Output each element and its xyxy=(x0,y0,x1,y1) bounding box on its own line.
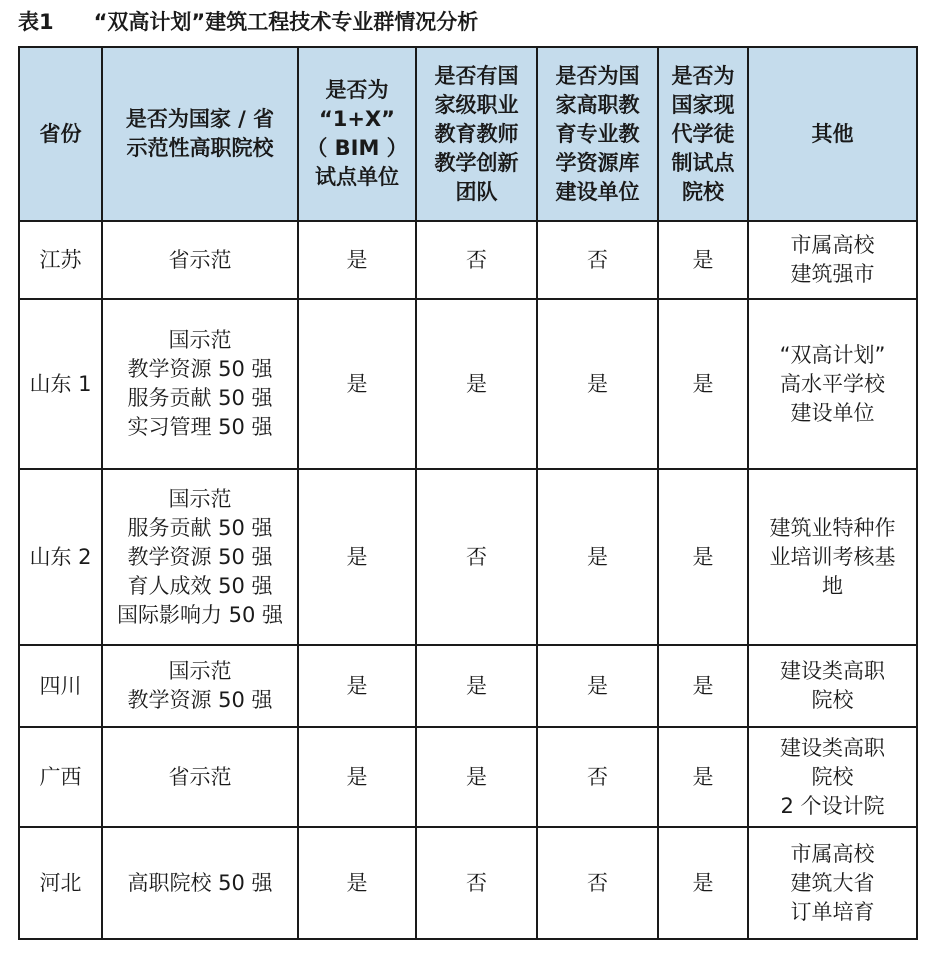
cell-line: 市属高校 xyxy=(790,841,875,866)
header-line: 建设单位 xyxy=(555,179,640,204)
header-line: 省份 xyxy=(39,121,82,146)
header-line: 学资源库 xyxy=(555,150,640,175)
cell-line: 是 xyxy=(346,764,368,789)
cell-province xyxy=(19,221,102,299)
cell-line: 建筑大省 xyxy=(790,870,875,895)
cell-line: 订单培育 xyxy=(790,899,875,924)
data-table xyxy=(18,46,918,940)
cell-line: 河北 xyxy=(39,870,82,895)
cell-line: 山东 1 xyxy=(29,371,92,396)
cell-line: 2 个设计院 xyxy=(780,793,885,818)
cell-line: 否 xyxy=(587,247,608,272)
cell-line: 建筑业特种作 xyxy=(769,515,896,540)
header-line: 育专业教 xyxy=(555,121,640,146)
cell-line: 是 xyxy=(346,247,368,272)
cell-line: 市属高校 xyxy=(790,233,875,257)
cell-model-school xyxy=(102,827,298,939)
cell-line: 山东 2 xyxy=(29,544,92,569)
header-line: 教学创新 xyxy=(434,150,519,175)
cell-apprenticeship xyxy=(658,469,748,645)
cell-line: 省示范 xyxy=(168,764,232,789)
table-title: “双高计划”建筑工程技术专业群情况分析 xyxy=(93,10,479,34)
cell-line: 国示范 xyxy=(168,659,232,683)
cell-line: 建设类高职 xyxy=(780,735,885,760)
cell-other xyxy=(748,645,917,727)
header-line: 国家现 xyxy=(671,92,735,117)
cell-line: 是 xyxy=(692,371,714,396)
header-resource-library xyxy=(537,47,658,221)
header-other xyxy=(748,47,917,221)
cell-resource-library xyxy=(537,727,658,827)
cell-line: 院校 xyxy=(811,688,854,712)
cell-line: 江苏 xyxy=(39,247,82,272)
header-line: 是否为国 xyxy=(555,63,640,88)
cell-line: 高水平学校 xyxy=(780,371,885,396)
table-row xyxy=(19,221,917,299)
cell-teaching-team xyxy=(416,469,537,645)
table-row xyxy=(19,645,917,727)
header-line: 试点单位 xyxy=(315,165,399,189)
table-body xyxy=(19,221,917,939)
header-line: 家高职教 xyxy=(555,92,640,117)
cell-model-school xyxy=(102,469,298,645)
cell-line: 省示范 xyxy=(168,247,232,272)
cell-apprenticeship xyxy=(658,727,748,827)
cell-line: 高职院校 50 强 xyxy=(127,870,273,895)
cell-1x-pilot xyxy=(298,645,416,727)
cell-apprenticeship xyxy=(658,645,748,727)
cell-model-school xyxy=(102,299,298,469)
cell-resource-library xyxy=(537,221,658,299)
cell-line: 是 xyxy=(692,673,714,698)
cell-line: 是 xyxy=(466,764,487,789)
cell-line: 教学资源 50 强 xyxy=(127,357,273,381)
cell-line: 国际影响力 50 强 xyxy=(116,602,284,627)
header-line: 教育教师 xyxy=(434,121,519,146)
cell-teaching-team xyxy=(416,221,537,299)
cell-line: 国示范 xyxy=(168,328,232,352)
cell-1x-pilot xyxy=(298,827,416,939)
cell-line: 院校 xyxy=(811,764,854,789)
cell-teaching-team xyxy=(416,827,537,939)
cell-line: 否 xyxy=(466,544,487,569)
cell-line: “双高计划” xyxy=(779,342,886,367)
header-apprenticeship xyxy=(658,47,748,221)
table-row xyxy=(19,727,917,827)
cell-line: 育人成效 50 强 xyxy=(127,573,273,598)
cell-line: 实习管理 50 强 xyxy=(127,415,273,439)
header-1x-pilot xyxy=(298,47,416,221)
table-row xyxy=(19,827,917,939)
cell-line: 国示范 xyxy=(168,486,232,511)
cell-line: 广西 xyxy=(39,764,82,789)
cell-province xyxy=(19,645,102,727)
header-line: 代学徒 xyxy=(671,121,735,146)
cell-1x-pilot xyxy=(298,727,416,827)
cell-other xyxy=(748,221,917,299)
table-number: 表1 xyxy=(18,10,54,34)
header-line: “1+X” xyxy=(318,107,395,131)
table-caption xyxy=(18,4,478,40)
table-row xyxy=(19,299,917,469)
header-line: 制试点 xyxy=(671,150,735,175)
cell-line: 是 xyxy=(692,247,714,272)
header-line: 家级职业 xyxy=(434,92,519,117)
cell-line: 否 xyxy=(587,870,608,895)
cell-line: 是 xyxy=(692,870,714,895)
header-teaching-team xyxy=(416,47,537,221)
cell-model-school xyxy=(102,221,298,299)
cell-teaching-team xyxy=(416,727,537,827)
cell-line: 是 xyxy=(587,371,608,396)
cell-line: 四川 xyxy=(39,673,82,698)
cell-line: 业培训考核基 xyxy=(769,544,896,569)
cell-other xyxy=(748,469,917,645)
cell-line: 建筑强市 xyxy=(790,262,875,286)
cell-line: 是 xyxy=(587,544,608,569)
cell-apprenticeship xyxy=(658,221,748,299)
cell-line: 建设单位 xyxy=(790,400,875,425)
cell-1x-pilot xyxy=(298,469,416,645)
cell-1x-pilot xyxy=(298,299,416,469)
cell-province xyxy=(19,469,102,645)
table-row xyxy=(19,469,917,645)
cell-other xyxy=(748,827,917,939)
cell-line: 建设类高职 xyxy=(780,659,885,683)
cell-line: 是 xyxy=(466,673,487,698)
cell-line: 教学资源 50 强 xyxy=(127,544,273,569)
cell-teaching-team xyxy=(416,645,537,727)
cell-line: 服务贡献 50 强 xyxy=(127,515,273,540)
cell-line: 是 xyxy=(346,673,368,698)
cell-resource-library xyxy=(537,299,658,469)
cell-province xyxy=(19,827,102,939)
cell-other xyxy=(748,299,917,469)
header-line: 是否有国 xyxy=(434,63,519,88)
cell-line: 是 xyxy=(466,371,487,396)
cell-model-school xyxy=(102,645,298,727)
cell-line: 否 xyxy=(466,247,487,272)
cell-line: 是 xyxy=(692,764,714,789)
cell-line: 否 xyxy=(587,764,608,789)
cell-resource-library xyxy=(537,469,658,645)
cell-line: 教学资源 50 强 xyxy=(127,688,273,712)
header-line: 是否为 xyxy=(671,63,735,88)
cell-line: 是 xyxy=(587,673,608,698)
cell-resource-library xyxy=(537,827,658,939)
cell-province xyxy=(19,727,102,827)
cell-resource-library xyxy=(537,645,658,727)
cell-apprenticeship xyxy=(658,299,748,469)
header-line: 其他 xyxy=(811,121,854,146)
header-row xyxy=(19,47,917,221)
header-province xyxy=(19,47,102,221)
cell-line: 地 xyxy=(822,573,843,598)
cell-teaching-team xyxy=(416,299,537,469)
cell-1x-pilot xyxy=(298,221,416,299)
cell-line: 是 xyxy=(692,544,714,569)
cell-other xyxy=(748,727,917,827)
cell-line: 否 xyxy=(466,870,487,895)
cell-province xyxy=(19,299,102,469)
header-line: （ BIM ） xyxy=(306,136,408,160)
header-line: 院校 xyxy=(682,179,724,204)
cell-line: 服务贡献 50 强 xyxy=(127,386,273,410)
cell-line: 是 xyxy=(346,870,368,895)
cell-model-school xyxy=(102,727,298,827)
header-line: 示范性高职院校 xyxy=(126,136,274,160)
cell-line: 是 xyxy=(346,544,368,569)
cell-apprenticeship xyxy=(658,827,748,939)
header-line: 是否为 xyxy=(325,78,389,102)
header-line: 是否为国家 / 省 xyxy=(125,107,275,131)
cell-line: 是 xyxy=(346,371,368,396)
header-line: 团队 xyxy=(455,179,498,204)
header-model-school xyxy=(102,47,298,221)
